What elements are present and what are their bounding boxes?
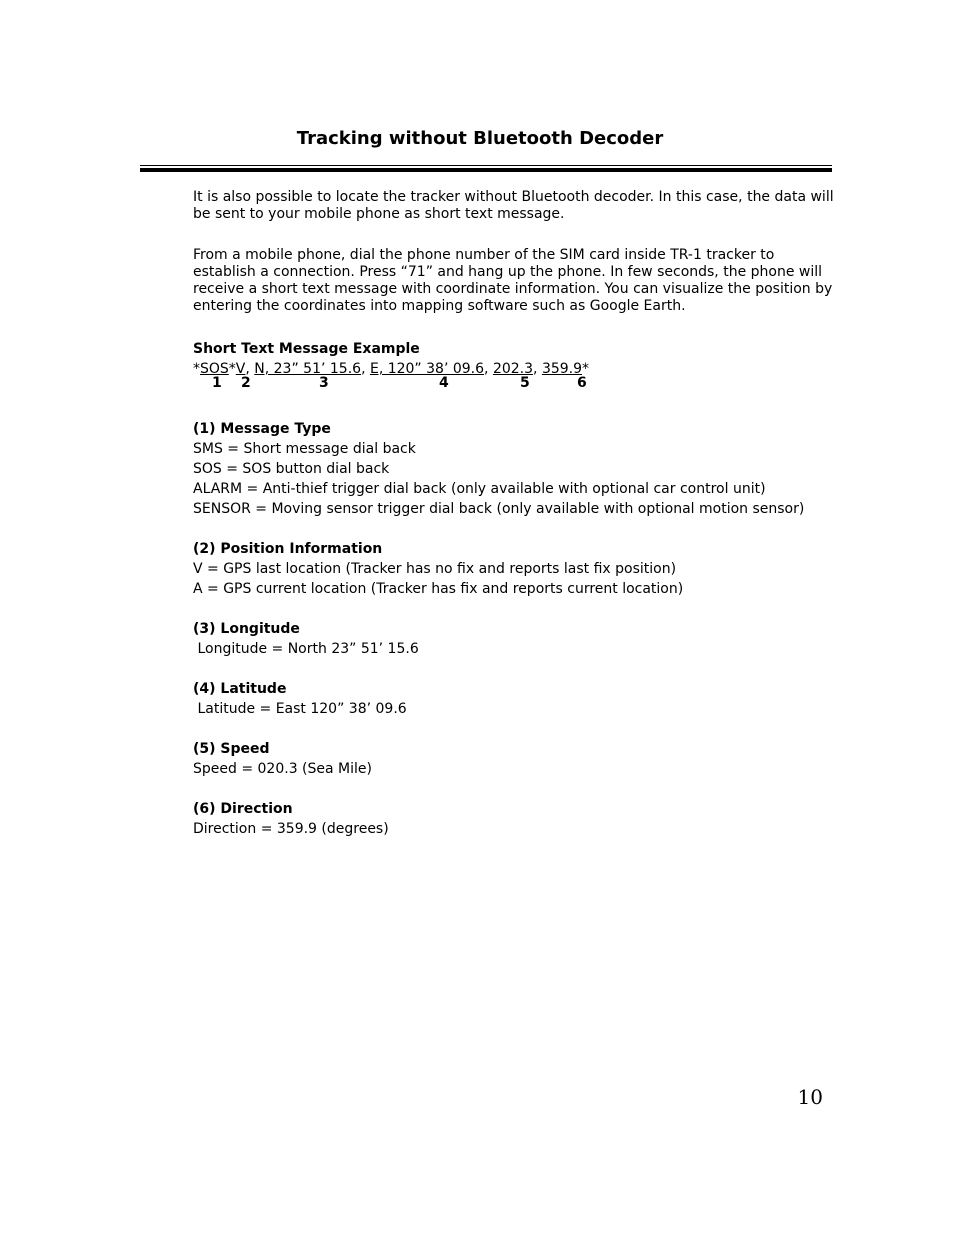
section-longitude (193, 619, 838, 659)
example-part-5: 202.3 (492, 361, 534, 377)
section-position-information (193, 539, 838, 599)
section-line: SOS = SOS button dial back (193, 461, 390, 477)
section-line: SMS = Short message dial back (193, 441, 416, 457)
example-block (193, 339, 838, 395)
section-heading: (4) Latitude (193, 681, 287, 697)
section-line: Latitude = East 120” 38’ 09.6 (193, 701, 407, 717)
header-rule-thick (140, 168, 832, 172)
example-part-3: N, 23” 51’ 15.6 (254, 361, 362, 377)
instructions-paragraph: From a mobile phone, dial the phone number of the SIM card inside TR-1 tracker to establish a connection. Press “71” and hang up the phone. In few seconds, the phone will receive a short text message with coordinate information. You can visualize the position by entering the coordinates into mapping software such as Google Earth. (193, 247, 833, 314)
section-line: SENSOR = Moving sensor trigger dial back (only available with optional motion sensor) (193, 501, 805, 517)
section-message-type (193, 419, 838, 519)
section-heading: (1) Message Type (193, 421, 331, 437)
example-part-2: V (235, 361, 246, 377)
section-heading: (3) Longitude (193, 621, 300, 637)
section-line: Speed = 020.3 (Sea Mile) (193, 761, 372, 777)
section-line: V = GPS last location (Tracker has no fix and reports last fix position) (193, 561, 677, 577)
page-content (193, 189, 838, 859)
example-message: *SOS*V, N, 23” 51’ 15.6, E, 120” 38’ 09.6, 202.3, 359.9* (193, 361, 590, 377)
section-latitude (193, 679, 838, 719)
page-number: 10 (797, 1085, 823, 1109)
example-number-3: 3 (319, 375, 329, 391)
section-line: A = GPS current location (Tracker has fix and reports current location) (193, 581, 684, 597)
example-part-1: SOS (200, 361, 229, 377)
example-heading: Short Text Message Example (193, 341, 420, 357)
example-number-2: 2 (241, 375, 251, 391)
section-heading: (6) Direction (193, 801, 293, 817)
example-number-row (193, 375, 838, 395)
example-number-5: 5 (520, 375, 530, 391)
example-number-1: 1 (212, 375, 222, 391)
section-heading: (5) Speed (193, 741, 270, 757)
section-speed (193, 739, 838, 779)
intro-paragraph: It is also possible to locate the tracker without Bluetooth decoder. In this case, the data will be sent to your mobile phone as short text message. (193, 189, 834, 222)
example-number-6: 6 (577, 375, 587, 391)
example-part-6: 359.9 (541, 361, 583, 377)
header-rule-thin (140, 165, 832, 166)
page-title: Tracking without Bluetooth Decoder (296, 128, 664, 149)
section-heading: (2) Position Information (193, 541, 383, 557)
section-line: Longitude = North 23” 51’ 15.6 (193, 641, 419, 657)
example-part-4: E, 120” 38’ 09.6 (369, 361, 485, 377)
section-direction (193, 799, 838, 839)
section-line: Direction = 359.9 (degrees) (193, 821, 389, 837)
section-line: ALARM = Anti-thief trigger dial back (only available with optional car control unit) (193, 481, 766, 497)
example-number-4: 4 (439, 375, 449, 391)
